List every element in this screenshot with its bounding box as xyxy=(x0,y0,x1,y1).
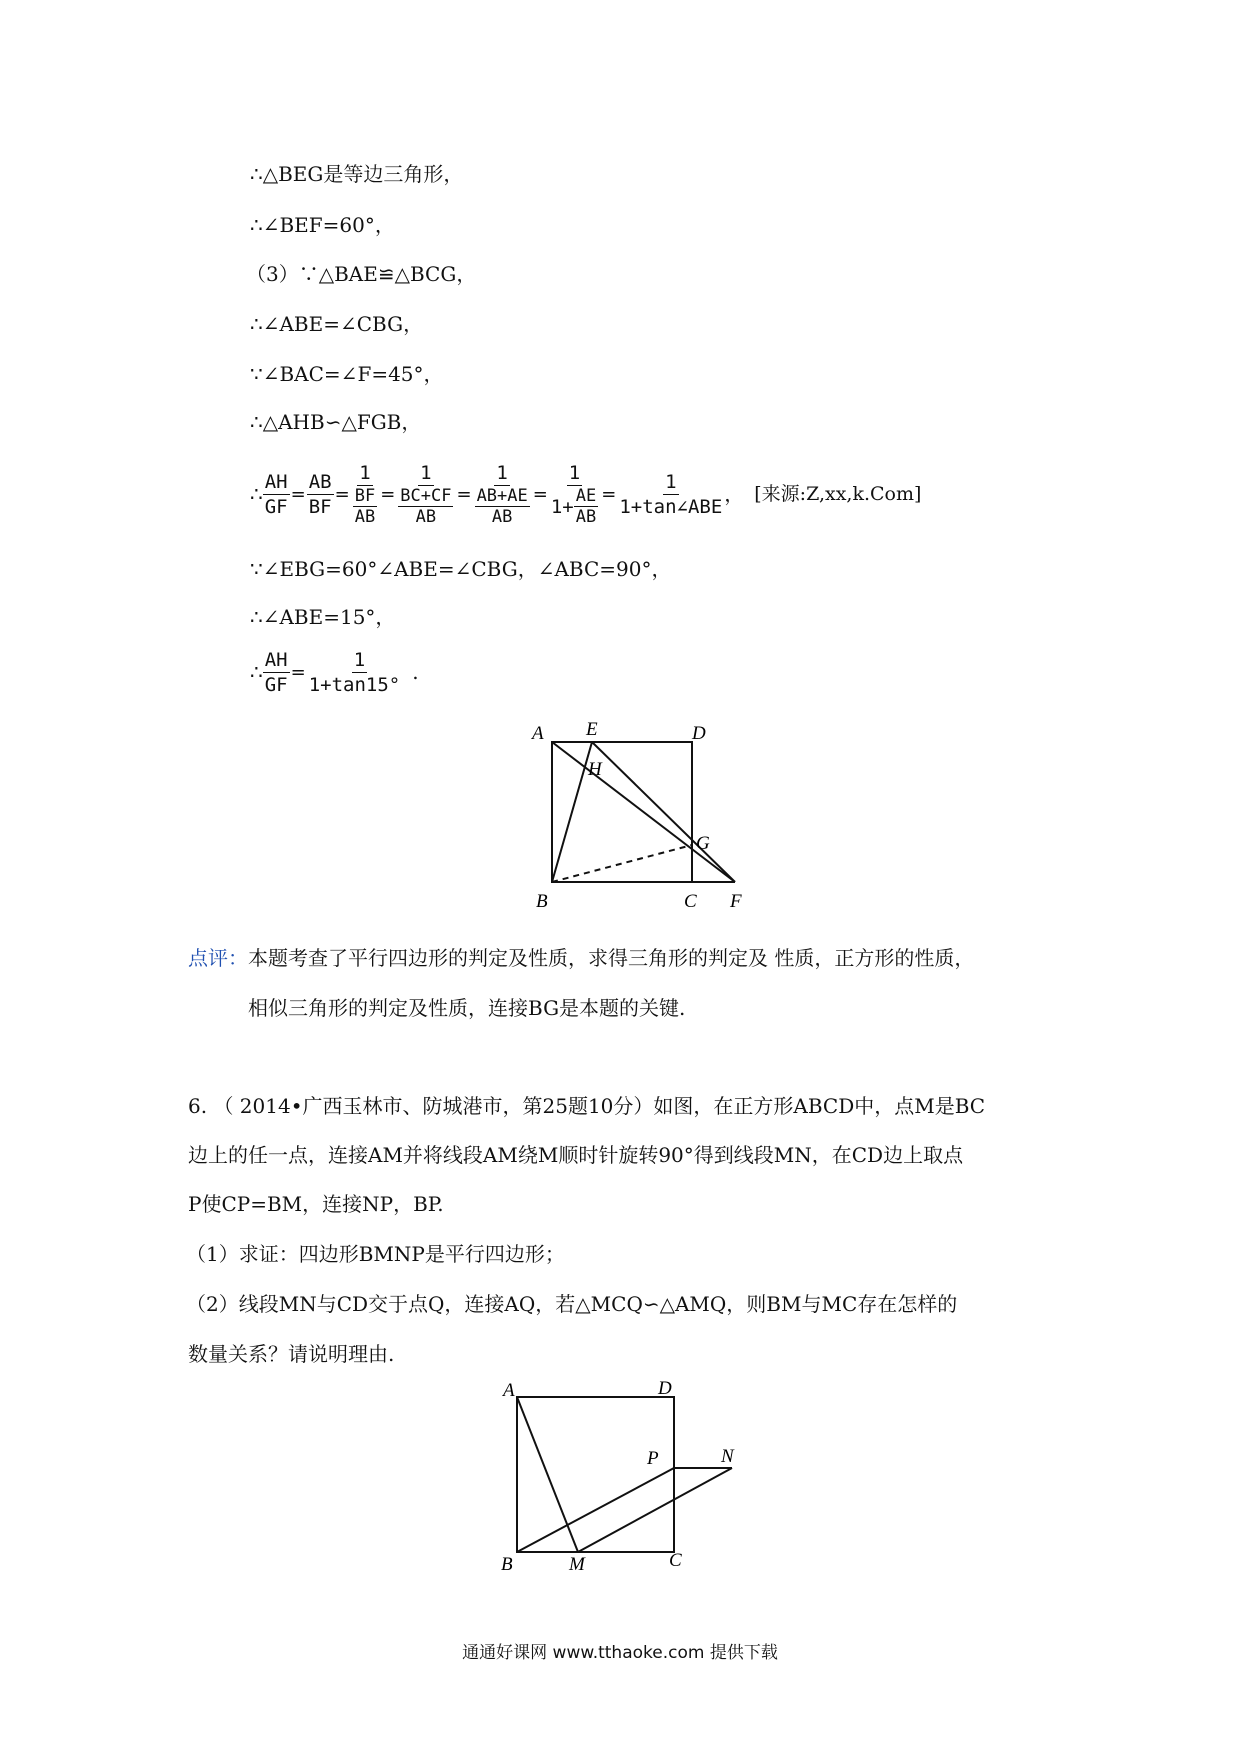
label-c: C xyxy=(684,891,697,912)
fraction-1-over-1-plus-ae-ab: 1 1+ $\frac{AE}{AB}$ xyxy=(550,462,597,527)
fraction-1-over-bccf-ab: $\frac{1}{\frac{BC+CF}{AB}}$ xyxy=(400,462,452,527)
label-n: N xyxy=(721,1446,734,1467)
label-b-2: B xyxy=(501,1554,513,1575)
line-a-to-f xyxy=(552,742,735,882)
label-c-2: C xyxy=(669,1550,682,1571)
solution-line-1: ∴△BEG是等边三角形， xyxy=(250,162,464,186)
label-b: B xyxy=(536,891,548,912)
line-a-m xyxy=(517,1397,578,1552)
fraction-1-over-1-plus-tan-abe: $\frac{1}{\text{1+tan∠ABE}}$ xyxy=(619,470,723,518)
solution-line-8: ∵∠EBG=60°∠ABE=∠CBG，∠ABC=90°， xyxy=(250,557,672,581)
label-a: A xyxy=(532,723,544,744)
label-g: G xyxy=(696,833,710,854)
problem6-line-3: P使CP=BM，连接NP，BP. xyxy=(188,1192,444,1216)
fraction-ab-bf: $\frac{AB}{BF}$ xyxy=(308,470,332,518)
label-e: E xyxy=(586,719,598,740)
page-footer: 通通好课网 www.tthaoke.com 提供下载 xyxy=(462,1643,778,1663)
problem6-line-5: （2）线段MN与CD交于点Q，连接AQ，若△MCQ∽△AMQ，则BM与MC存在怎样的 xyxy=(186,1292,958,1316)
fraction-chain: ∴ $\frac{AH}{GF}$ = $\frac{AB}{BF}$ = $\frac{1}{\frac{BF}{AB}}$ = $\frac{1}{\frac{BC+CF}{AB}}$ = $\frac{1}{\frac{AB+AE}{AB}}$ = 1 1+ $\frac{AE}{AB}$ = $\frac{1}{\text{1+tan∠ABE}}$ ， [来源:Z,xx,k.Com] xyxy=(250,462,922,527)
label-p: P xyxy=(647,1448,659,1469)
fraction-ah-gf-2: $\frac{AH}{GF}$ xyxy=(264,648,288,696)
comment-text-1: 本题考查了平行四边形的判定及性质，求得三角形的判定及 性质，正方形的性质， xyxy=(248,946,975,970)
solution-line-2: ∴∠BEF=60°， xyxy=(250,213,395,237)
problem6-line-4: （1）求证：四边形BMNP是平行四边形； xyxy=(186,1242,565,1266)
problem6-line-2: 边上的任一点，连接AM并将线段AM绕M顺时针旋转90°得到线段MN，在CD边上取点 xyxy=(188,1143,964,1167)
comment-line-1 xyxy=(188,944,974,972)
label-d: D xyxy=(692,723,706,744)
fraction-1-over-1-plus-tan15: $\frac{1}{1+\tan 15^\circ}$ xyxy=(308,648,401,696)
line-b-p xyxy=(517,1468,674,1552)
solution-line-6: ∴△AHB∽△FGB， xyxy=(250,410,422,434)
fraction-1-over-abae-ab: $\frac{1}{\frac{AB+AE}{AB}}$ xyxy=(476,462,528,527)
fraction-1-over-bf-ab: $\frac{1}{\frac{BF}{AB}}$ xyxy=(354,462,376,527)
line-e-f xyxy=(592,742,735,882)
label-d-2: D xyxy=(658,1378,672,1399)
square-abcd-2 xyxy=(517,1397,674,1552)
problem6-line-1: 6. （ 2014•广西玉林市、防城港市，第25题10分）如图，在正方形ABCD中，点M是BC xyxy=(188,1094,986,1118)
therefore-symbol: ∴ xyxy=(250,482,263,506)
label-h: H xyxy=(588,759,602,780)
solution-line-9: ∴∠ABE=15°， xyxy=(250,605,396,629)
figure-square-abcd-1 xyxy=(530,715,780,925)
source-note: [来源:Z,xx,k.Com] xyxy=(754,483,922,505)
dashed-line-b-g xyxy=(552,845,692,882)
therefore-symbol-2: ∴ xyxy=(250,660,263,684)
comma: ， xyxy=(724,482,745,506)
label-f: F xyxy=(730,891,742,912)
solution-line-5: ∵∠BAC=∠F=45°， xyxy=(250,362,444,386)
line-m-n xyxy=(578,1468,732,1552)
fraction-ah-gf: $\frac{AH}{GF}$ xyxy=(264,470,288,518)
problem6-line-6: 数量关系？请说明理由. xyxy=(188,1342,395,1366)
solution-line-3: （3）∵△BAE≌△BCG， xyxy=(246,262,477,286)
comment-label: 点评： xyxy=(188,946,248,970)
label-m: M xyxy=(569,1554,585,1575)
period: . xyxy=(412,660,419,684)
result-fraction: ∴ $\frac{AH}{GF}$ = $\frac{1}{1+\tan 15^\circ}$ . xyxy=(250,648,419,696)
line-b-e xyxy=(552,742,592,882)
comment-line-2: 相似三角形的判定及性质，连接BG是本题的关键. xyxy=(248,996,686,1020)
label-a-2: A xyxy=(503,1380,515,1401)
figure-square-abcd-2 xyxy=(495,1372,755,1577)
solution-line-4: ∴∠ABE=∠CBG， xyxy=(250,312,424,336)
